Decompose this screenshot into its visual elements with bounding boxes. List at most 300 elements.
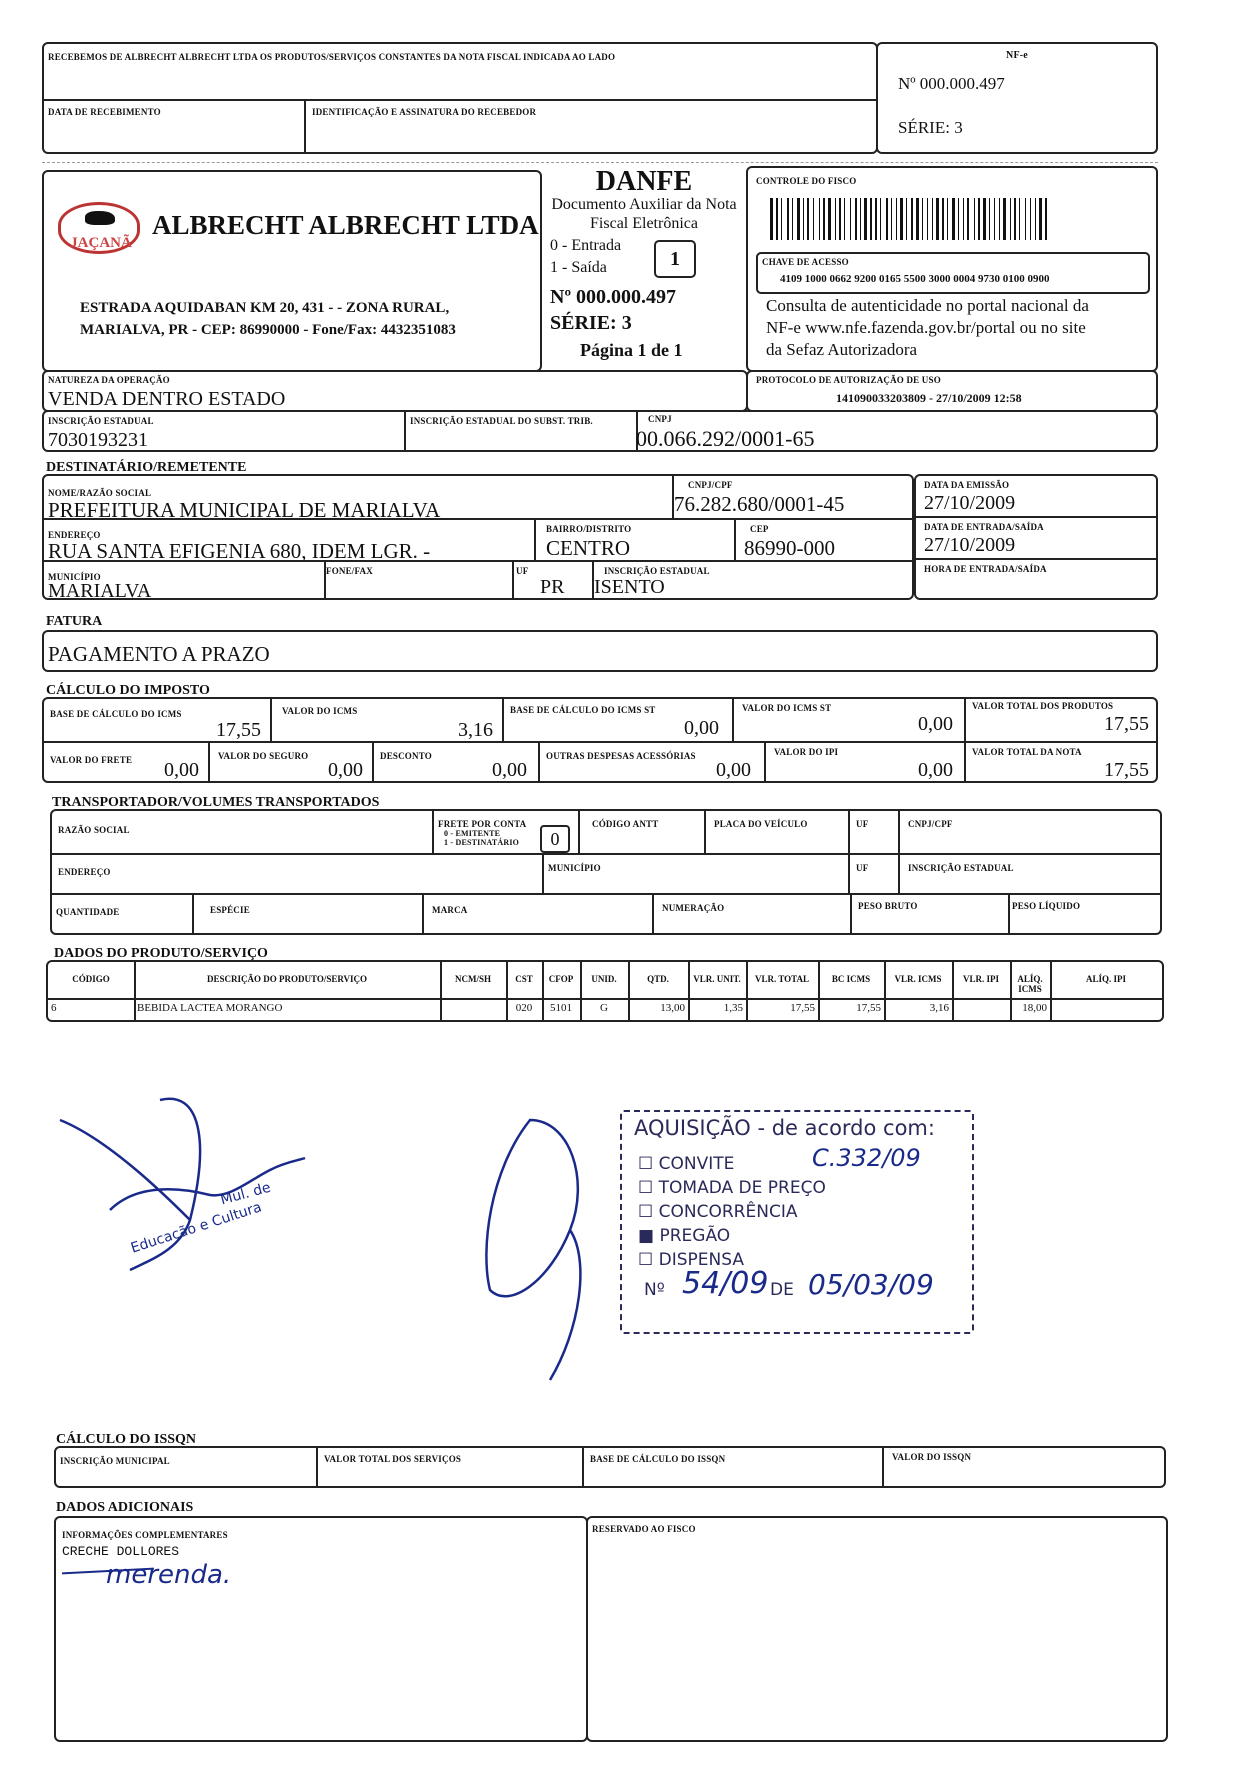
- freight-value-box: 0: [540, 825, 570, 853]
- barcode-bar: [991, 198, 993, 240]
- recipient-phone-label: FONE/FAX: [326, 566, 373, 576]
- dates-box: [914, 474, 1158, 600]
- barcode-bar: [878, 198, 879, 240]
- barcode-bar: [794, 198, 796, 240]
- barcode-bar: [891, 198, 892, 240]
- product-row-cell: G: [600, 1002, 608, 1014]
- gross-weight-label: PESO BRUTO: [858, 901, 918, 911]
- recipient-uf-label: UF: [516, 566, 529, 576]
- barcode-bar: [790, 198, 791, 240]
- receipt-sign-label: IDENTIFICAÇÃO E ASSINATURA DO RECEBEDOR: [312, 107, 537, 117]
- issqn-municipal-label: INSCRIÇÃO MUNICIPAL: [60, 1456, 170, 1466]
- invoice-section: FATURA: [46, 614, 103, 629]
- product-header-cell: CÓDIGO: [72, 974, 110, 984]
- barcode-bar: [922, 198, 923, 240]
- barcode-bar: [936, 198, 939, 240]
- product-header-cell: CST: [515, 974, 533, 984]
- table-col-divider: [628, 962, 630, 1020]
- barcode-bar: [886, 198, 888, 240]
- danfe-type-box: 1: [654, 240, 696, 278]
- barcode-bar: [844, 198, 845, 240]
- entry-value: 27/10/2009: [924, 534, 1016, 556]
- stamp-opt-concorrencia: ☐ CONCORRÊNCIA: [638, 1202, 798, 1222]
- barcode-bar: [956, 198, 957, 240]
- total-products-value: 17,55: [1104, 713, 1149, 735]
- barcode-bar: [855, 198, 857, 240]
- icms-st-value: 0,00: [918, 713, 953, 735]
- barcode-bar: [807, 198, 809, 240]
- barcode-bar: [1035, 198, 1036, 240]
- barcode-bar: [868, 198, 869, 240]
- barcode-bar: [797, 198, 800, 240]
- barcode-bar: [934, 198, 935, 240]
- barcode-bar: [914, 198, 915, 240]
- barcode-bar: [989, 198, 990, 240]
- second-signature: [470, 1110, 630, 1410]
- barcode-bar: [846, 198, 849, 240]
- barcode-bar: [858, 198, 859, 240]
- barcode-bar: [826, 198, 827, 240]
- barcode-bar: [965, 198, 966, 240]
- stamp-opt-tomada: ☐ TOMADA DE PREÇO: [638, 1178, 826, 1198]
- stamp-title: AQUISIÇÃO - de acordo com:: [634, 1116, 935, 1140]
- barcode-bar: [976, 198, 977, 240]
- icms-st-label: VALOR DO ICMS ST: [742, 703, 832, 713]
- barcode-bar: [1019, 198, 1020, 240]
- fisco-box: [746, 166, 1158, 372]
- barcode-bar: [835, 198, 836, 240]
- barcode-bar: [882, 198, 885, 240]
- icms-value: 3,16: [458, 719, 493, 741]
- barcode-bar: [810, 198, 812, 240]
- stamp-opt-convite: ☐ CONVITE: [638, 1154, 735, 1174]
- access-key-label: CHAVE DE ACESSO: [762, 257, 849, 267]
- barcode-bar: [1017, 198, 1018, 240]
- invoice-box: [42, 630, 1158, 672]
- cut-line: [42, 162, 1158, 163]
- stamp-date: 05/03/09: [808, 1268, 934, 1301]
- transport-city-label: MUNICÍPIO: [548, 863, 601, 873]
- barcode-bar: [1010, 198, 1011, 240]
- recipient-cnpj: 76.282.680/0001-45: [674, 492, 845, 516]
- discount-value: 0,00: [492, 759, 527, 781]
- table-col-divider: [506, 962, 508, 1020]
- receipt-date-label: DATA DE RECEBIMENTO: [48, 107, 161, 117]
- product-row-cell: 1,35: [723, 1002, 743, 1014]
- recipient-ie: ISENTO: [594, 576, 665, 598]
- stamp-opt4-text: PREGÃO: [659, 1226, 731, 1246]
- barcode-bar: [940, 198, 941, 240]
- base-icms-label: BASE DE CÁLCULO DO ICMS: [50, 709, 182, 719]
- barcode-bar: [920, 198, 921, 240]
- barcode-bar: [1039, 198, 1042, 240]
- barcode-bar: [801, 198, 802, 240]
- barcode-bar: [942, 198, 944, 240]
- barcode-bar: [1007, 198, 1009, 240]
- insurance-label: VALOR DO SEGURO: [218, 751, 309, 761]
- barcode-bar: [994, 198, 995, 240]
- issqn-box: [54, 1446, 1166, 1488]
- other-label: OUTRAS DESPESAS ACESSÓRIAS: [546, 751, 696, 761]
- barcode-bar: [787, 198, 789, 240]
- danfe-series: SÉRIE: 3: [550, 312, 632, 334]
- barcode-bar: [837, 198, 838, 240]
- barcode-bar: [1021, 198, 1024, 240]
- freight-label: VALOR DO FRETE: [50, 755, 133, 765]
- freight-value: 0,00: [164, 759, 199, 781]
- barcode-bar: [974, 198, 975, 240]
- invoice-value: PAGAMENTO A PRAZO: [48, 642, 270, 666]
- issuer-address-1: ESTRADA AQUIDABAN KM 20, 431 - - ZONA RURAL,: [80, 300, 450, 316]
- signature-stamp-line1: Mul. de: [218, 1179, 273, 1209]
- emission-label: DATA DA EMISSÃO: [924, 480, 1010, 490]
- net-weight-label: PESO LÍQUIDO: [1012, 901, 1081, 911]
- product-header-cell: UNID.: [591, 974, 617, 984]
- recipient-cep: 86990-000: [744, 536, 835, 560]
- nature-value: VENDA DENTRO ESTADO: [48, 388, 286, 410]
- additional-info-label: INFORMAÇÕES COMPLEMENTARES: [62, 1530, 228, 1540]
- fisco-consult-2: NF-e www.nfe.fazenda.gov.br/portal ou no site: [766, 318, 1086, 337]
- recipient-city-label: MUNICÍPIO: [48, 572, 101, 582]
- table-col-divider: [746, 962, 748, 1020]
- barcode-bar: [987, 198, 988, 240]
- barcode-bar: [958, 198, 959, 240]
- danfe-saida: 1 - Saída: [550, 259, 607, 276]
- issuer-address-2: MARIALVA, PR - CEP: 86990000 - Fone/Fax: 4432351083: [80, 322, 456, 338]
- barcode-bar: [783, 198, 786, 240]
- product-header-cell: CFOP: [548, 974, 574, 984]
- barcode-bar: [1027, 198, 1029, 240]
- reserved-label: RESERVADO AO FISCO: [592, 1524, 696, 1534]
- barcode-bar: [1014, 198, 1016, 240]
- product-row-cell: 3,16: [929, 1002, 949, 1014]
- table-col-divider: [1050, 962, 1052, 1020]
- acquisition-stamp: [620, 1110, 974, 1334]
- barcode-bar: [893, 198, 895, 240]
- barcode-bar: [880, 198, 881, 240]
- barcode-bar: [873, 198, 874, 240]
- transport-ie-label: INSCRIÇÃO ESTADUAL: [908, 863, 1014, 873]
- icms-label: VALOR DO ICMS: [282, 706, 358, 716]
- plate-label: PLACA DO VEÍCULO: [714, 819, 808, 829]
- tax-box: [42, 697, 1158, 783]
- stamp-opt5-text: DISPENSA: [658, 1250, 744, 1270]
- barcode-bar: [779, 198, 780, 240]
- barcode-bar: [967, 198, 969, 240]
- barcode-bar: [862, 198, 863, 240]
- nature-box: [42, 370, 748, 412]
- barcode-bar: [963, 198, 964, 240]
- discount-label: DESCONTO: [380, 751, 432, 761]
- barcode-bar: [815, 198, 818, 240]
- quantity-label: QUANTIDADE: [56, 907, 120, 917]
- cnpj-value: 00.066.292/0001-65: [636, 426, 815, 451]
- barcode-bar: [870, 198, 872, 240]
- barcode-bar: [860, 198, 861, 240]
- total-products-label: VALOR TOTAL DOS PRODUTOS: [972, 701, 1114, 711]
- barcode-bar: [999, 198, 1000, 240]
- transport-uf-label: UF: [856, 819, 869, 829]
- barcode-bar: [900, 198, 903, 240]
- barcode-bar: [978, 198, 980, 240]
- receipt-number: Nº 000.000.497: [898, 74, 1005, 93]
- barcode-bar: [906, 198, 907, 240]
- additional-info-text: CRECHE DOLLORES: [62, 1544, 180, 1559]
- barcode-bar: [1025, 198, 1026, 240]
- barcode-bar: [904, 198, 905, 240]
- products-table: [46, 960, 1164, 1022]
- time-label: HORA DE ENTRADA/SAÍDA: [924, 564, 1047, 574]
- barcode-bar: [828, 198, 831, 240]
- barcode-bar: [1032, 198, 1034, 240]
- barcode-bar: [832, 198, 834, 240]
- freight-opt0: 0 - EMITENTE: [444, 829, 501, 838]
- table-col-divider: [542, 962, 544, 1020]
- product-row-cell: 6: [51, 1002, 57, 1014]
- barcode-bar: [805, 198, 806, 240]
- danfe-title: DANFE: [595, 166, 693, 197]
- stamp-number-prefix: Nº: [644, 1280, 665, 1300]
- product-header-cell: VLR. IPI: [962, 974, 999, 984]
- transport-address-label: ENDEREÇO: [58, 867, 111, 877]
- recipient-name-label: NOME/RAZÃO SOCIAL: [48, 488, 152, 498]
- product-row-cell: 17,55: [856, 1002, 881, 1014]
- product-header-cell: NCM/SH: [455, 974, 491, 984]
- barcode-bar: [927, 198, 928, 240]
- product-header-cell: VLR. ICMS: [894, 974, 942, 984]
- fisco-consult-1: Consulta de autenticidade no portal nacional da: [766, 296, 1089, 315]
- barcode-bar: [842, 198, 843, 240]
- product-header-cell: VLR. TOTAL: [754, 974, 810, 984]
- recipient-district-label: BAIRRO/DISTRITO: [546, 524, 632, 534]
- table-col-divider: [688, 962, 690, 1020]
- barcode-bar: [1012, 198, 1013, 240]
- stamp-opt1-text: CONVITE: [658, 1154, 735, 1174]
- ipi-value: 0,00: [918, 759, 953, 781]
- signature-stamp-line2: Educação e Cultura: [128, 1199, 264, 1257]
- barcode: [770, 198, 1138, 240]
- barcode-bar: [770, 198, 773, 240]
- danfe-subtitle-1: Documento Auxiliar da Nota: [551, 196, 737, 213]
- receipt-series: SÉRIE: 3: [898, 118, 963, 137]
- freight-opt1: 1 - DESTINATÁRIO: [444, 838, 520, 847]
- barcode-bar: [911, 198, 913, 240]
- base-icms-value: 17,55: [216, 719, 261, 741]
- table-col-divider: [952, 962, 954, 1020]
- recipient-section: DESTINATÁRIO/REMETENTE: [46, 460, 247, 475]
- issuer-name: ALBRECHT ALBRECHT LTDA: [152, 210, 539, 240]
- issqn-value-label: VALOR DO ISSQN: [892, 1452, 972, 1462]
- transport-cnpj-label: CNPJ/CPF: [908, 819, 953, 829]
- additional-info-box: [54, 1516, 588, 1742]
- barcode-bar: [803, 198, 804, 240]
- barcode-bar: [813, 198, 814, 240]
- table-col-divider: [818, 962, 820, 1020]
- cnpj-label: CNPJ: [648, 414, 672, 424]
- nature-label: NATUREZA DA OPERAÇÃO: [48, 375, 170, 385]
- carrier-name-label: RAZÃO SOCIAL: [58, 825, 130, 835]
- barcode-bar: [898, 198, 899, 240]
- product-row-cell: 18,00: [1022, 1002, 1047, 1014]
- access-key-box: [756, 252, 1150, 294]
- logo-text: JAÇANÃ: [70, 235, 132, 251]
- receipt-nfe-box: [876, 42, 1158, 154]
- stamp-opt3-text: CONCORRÊNCIA: [658, 1202, 798, 1222]
- access-key: 4109 1000 0662 9200 0165 5500 3000 0004 9730 0100 0900: [780, 273, 1050, 285]
- barcode-bar: [932, 198, 933, 240]
- barcode-bar: [875, 198, 877, 240]
- protocol-label: PROTOCOLO DE AUTORIZAÇÃO DE USO: [756, 375, 941, 385]
- table-col-divider: [134, 962, 136, 1020]
- barcode-bar: [823, 198, 825, 240]
- product-header-cell: QTD.: [647, 974, 669, 984]
- protocol-box: [746, 370, 1158, 412]
- receipt-statement: RECEBEMOS DE ALBRECHT ALBRECHT LTDA OS PRODUTOS/SERVIÇOS CONSTANTES DA NOTA FISCAL INDICADA AO LADO: [48, 52, 616, 62]
- kind-label: ESPÉCIE: [210, 905, 250, 915]
- barcode-bar: [864, 198, 867, 240]
- recipient-box: [42, 474, 914, 600]
- barcode-bar: [821, 198, 822, 240]
- barcode-bar: [960, 198, 962, 240]
- danfe-block: [542, 166, 746, 372]
- receipt-box: [42, 42, 878, 154]
- ipi-label: VALOR DO IPI: [774, 747, 839, 757]
- product-header-cell: ALÍQ. IPI: [1085, 974, 1126, 984]
- product-row-cell: 020: [515, 1002, 533, 1014]
- recipient-ie-label: INSCRIÇÃO ESTADUAL: [604, 566, 710, 576]
- product-header-cell: ALÍQ. ICMS: [1017, 974, 1043, 994]
- table-col-divider: [580, 962, 582, 1020]
- recipient-district: CENTRO: [546, 536, 630, 560]
- barcode-bar: [1003, 198, 1006, 240]
- additional-section: DADOS ADICIONAIS: [56, 1500, 194, 1515]
- barcode-bar: [792, 198, 793, 240]
- emission-value: 27/10/2009: [924, 492, 1016, 514]
- table-header-divider: [48, 998, 1162, 1000]
- product-header-cell: VLR. UNIT.: [693, 974, 741, 984]
- barcode-bar: [889, 198, 890, 240]
- receipt-nfe-label: NF-e: [1006, 50, 1028, 61]
- barcode-bar: [945, 198, 946, 240]
- issuer-box: [42, 170, 542, 372]
- ie-st-label: INSCRIÇÃO ESTADUAL DO SUBST. TRIB.: [410, 416, 593, 426]
- tax-section: CÁLCULO DO IMPOSTO: [46, 683, 210, 698]
- recipient-address: RUA SANTA EFIGENIA 680, IDEM LGR. -: [48, 539, 431, 563]
- fisco-control-label: CONTROLE DO FISCO: [756, 176, 857, 186]
- barcode-bar: [996, 198, 998, 240]
- entry-label: DATA DE ENTRADA/SAÍDA: [924, 522, 1044, 532]
- table-col-divider: [884, 962, 886, 1020]
- antt-label: CÓDIGO ANTT: [592, 819, 659, 829]
- stamp-opt-pregao: ■ PREGÃO: [638, 1226, 731, 1246]
- freight-by-label: FRETE POR CONTA: [438, 819, 527, 829]
- stamp-opt2-text: TOMADA DE PREÇO: [658, 1178, 826, 1198]
- barcode-bar: [947, 198, 948, 240]
- product-header-cell: DESCRIÇÃO DO PRODUTO/SERVIÇO: [206, 974, 368, 984]
- transport-box: [50, 809, 1162, 935]
- barcode-bar: [981, 198, 982, 240]
- transport-uf2-label: UF: [856, 863, 869, 873]
- danfe-subtitle-2: Fiscal Eletrônica: [590, 215, 698, 232]
- barcode-bar: [970, 198, 973, 240]
- stamp-opt-dispensa: ☐ DISPENSA: [638, 1250, 744, 1270]
- protocol-value: 141090033203809 - 27/10/2009 12:58: [836, 391, 1022, 405]
- barcode-bar: [896, 198, 897, 240]
- other-value: 0,00: [716, 759, 751, 781]
- base-st-value: 0,00: [684, 717, 719, 739]
- barcode-bar: [776, 198, 778, 240]
- base-st-label: BASE DE CÁLCULO DO ICMS ST: [510, 705, 656, 715]
- barcode-bar: [774, 198, 775, 240]
- danfe-number: Nº 000.000.497: [550, 286, 677, 308]
- danfe-page-number: Página 1 de 1: [580, 340, 683, 360]
- recipient-cnpj-label: CNPJ/CPF: [688, 480, 733, 490]
- transport-section: TRANSPORTADOR/VOLUMES TRANSPORTADOS: [52, 795, 380, 810]
- ie-label: INSCRIÇÃO ESTADUAL: [48, 416, 154, 426]
- numbering-label: NUMERAÇÃO: [662, 903, 725, 913]
- recipient-address-label: ENDEREÇO: [48, 530, 101, 540]
- barcode-bar: [1037, 198, 1038, 240]
- insurance-value: 0,00: [328, 759, 363, 781]
- barcode-bar: [1001, 198, 1002, 240]
- additional-handwritten: merenda.: [106, 1560, 232, 1590]
- brand-label: MARCA: [432, 905, 468, 915]
- stamp-number: 54/09: [682, 1266, 769, 1301]
- product-row-cell: 13,00: [660, 1002, 685, 1014]
- stamp-ref: C.332/09: [812, 1144, 921, 1172]
- recipient-uf: PR: [540, 576, 565, 598]
- issqn-section: CÁLCULO DO ISSQN: [56, 1432, 197, 1447]
- recipient-cep-label: CEP: [750, 524, 769, 534]
- total-value: 17,55: [1104, 759, 1149, 781]
- barcode-bar: [850, 198, 851, 240]
- stamp-date-prefix: DE: [770, 1280, 794, 1300]
- recipient-city: MARIALVA: [48, 580, 152, 602]
- ie-value: 7030193231: [48, 429, 148, 451]
- barcode-bar: [1045, 198, 1047, 240]
- issuer-logo: [58, 202, 140, 254]
- table-col-divider: [440, 962, 442, 1020]
- product-row-cell: 5101: [550, 1002, 572, 1014]
- barcode-bar: [916, 198, 919, 240]
- barcode-bar: [1043, 198, 1044, 240]
- product-row-cell: 17,55: [790, 1002, 815, 1014]
- barcode-bar: [949, 198, 951, 240]
- barcode-bar: [839, 198, 841, 240]
- barcode-bar: [1030, 198, 1031, 240]
- barcode-bar: [819, 198, 820, 240]
- signature-scribble: [50, 1080, 310, 1280]
- barcode-bar: [908, 198, 910, 240]
- danfe-entrada: 0 - Entrada: [550, 237, 622, 254]
- recipient-name: PREFEITURA MUNICIPAL DE MARIALVA: [48, 498, 441, 522]
- barcode-bar: [952, 198, 955, 240]
- issqn-base-label: BASE DE CÁLCULO DO ISSQN: [590, 1454, 726, 1464]
- barcode-bar: [924, 198, 926, 240]
- reserved-box: [586, 1516, 1168, 1742]
- barcode-bar: [781, 198, 782, 240]
- cow-icon: [85, 211, 115, 225]
- barcode-bar: [852, 198, 854, 240]
- fisco-consult-3: da Sefaz Autorizadora: [766, 340, 918, 359]
- barcode-bar: [929, 198, 931, 240]
- product-row-cell: BEBIDA LACTEA MORANGO: [137, 1002, 283, 1014]
- issqn-services-label: VALOR TOTAL DOS SERVIÇOS: [324, 1454, 462, 1464]
- products-section: DADOS DO PRODUTO/SERVIÇO: [54, 946, 268, 961]
- barcode-bar: [983, 198, 986, 240]
- product-header-cell: BC ICMS: [831, 974, 871, 984]
- total-label: VALOR TOTAL DA NOTA: [972, 747, 1082, 757]
